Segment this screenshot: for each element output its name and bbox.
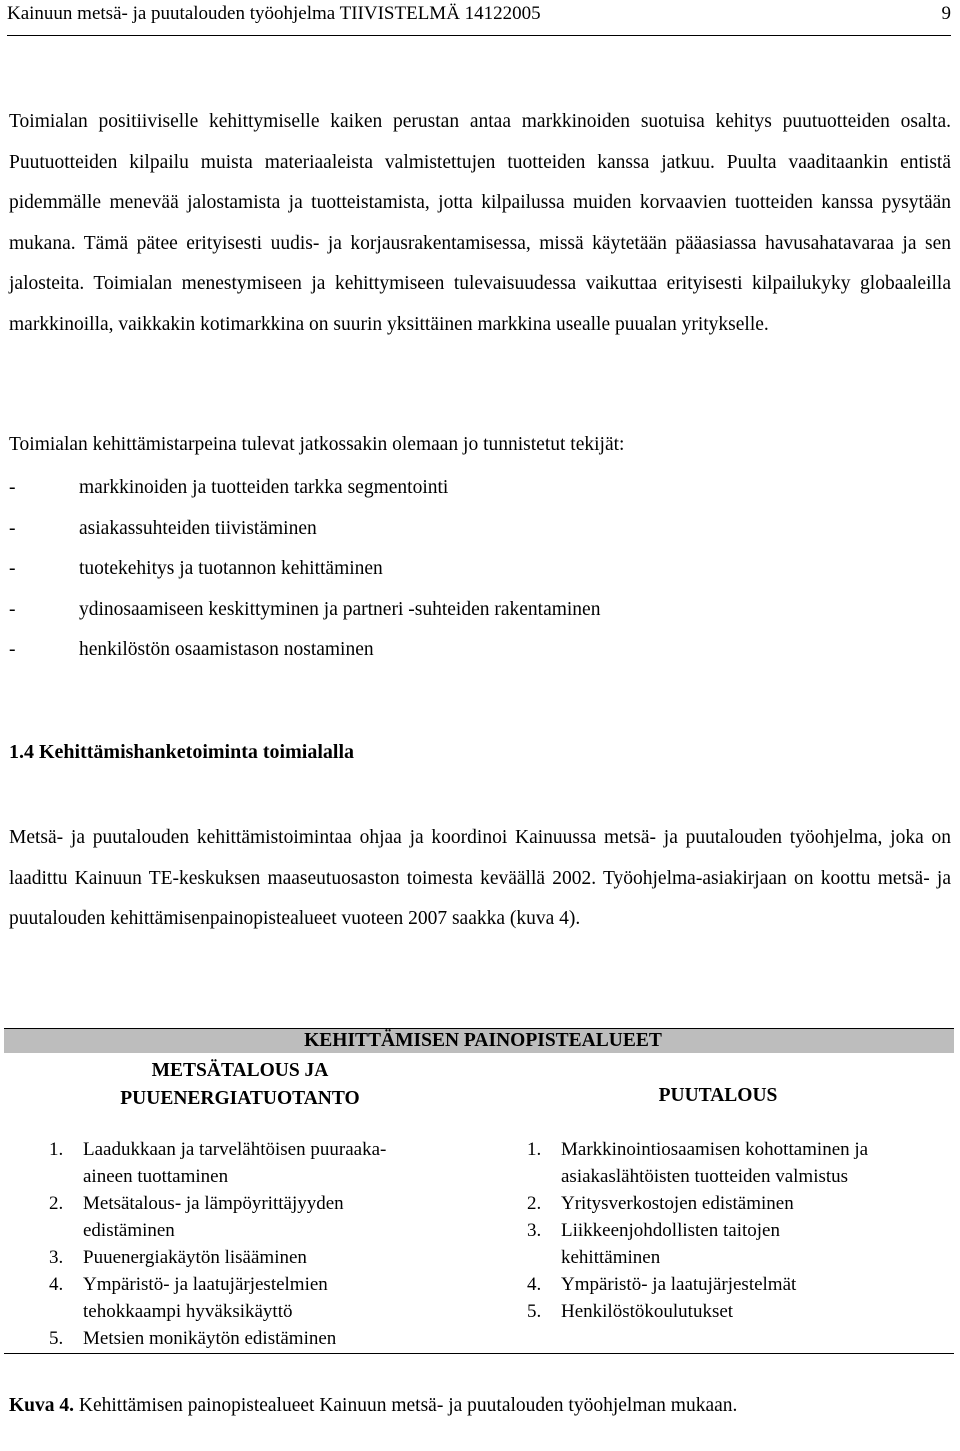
header-title: Kainuun metsä- ja puutalouden työohjelma TIIVISTELMÄ 14122005	[7, 3, 541, 24]
list-item	[9, 549, 949, 590]
bullet-dash: -	[9, 477, 16, 498]
forestry-priorities-list	[49, 1136, 469, 1352]
item-number: 5.	[527, 1301, 542, 1322]
bullet-dash: -	[9, 517, 16, 539]
list-item	[9, 630, 949, 671]
list-item	[527, 1271, 947, 1298]
header-divider	[7, 35, 951, 36]
item-number: 1.	[527, 1139, 542, 1160]
figure-bottom-divider	[4, 1353, 954, 1354]
list-item-text: ydinosaamiseen keskittyminen ja partneri -suhteiden rakentaminen	[79, 598, 601, 620]
list-item-text: henkilöstön osaamistason nostaminen	[79, 639, 374, 660]
list-item	[49, 1271, 469, 1325]
paragraph-development-needs: Toimialan kehittämistarpeina tulevat jatkossakin olemaan jo tunnistetut tekijät:	[9, 434, 625, 455]
list-item	[527, 1136, 947, 1190]
item-text: Yritysverkostojen edistäminen	[561, 1193, 794, 1214]
item-text: Ympäristö- ja laatujärjestelmät	[561, 1274, 797, 1295]
item-number: 2.	[527, 1193, 542, 1214]
list-item	[9, 509, 949, 550]
column-heading-forestry	[70, 1057, 410, 1113]
bullet-dash: -	[9, 558, 16, 579]
page-number: 9	[941, 3, 951, 24]
item-text: Ympäristö- ja laatujärjestelmien tehokkaampi hyväksikäyttö	[83, 1274, 328, 1322]
item-text: Laadukkaan ja tarvelähtöisen puuraaka- aineen tuottaminen	[83, 1139, 387, 1187]
page-header	[7, 2, 951, 27]
caption-label: Kuva 4.	[9, 1395, 75, 1416]
item-number: 1.	[49, 1139, 64, 1160]
list-item	[49, 1244, 469, 1271]
item-text: Henkilöstökoulutukset	[561, 1301, 734, 1322]
list-item-text: markkinoiden ja tuotteiden tarkka segmentointi	[79, 477, 449, 498]
item-number: 5.	[49, 1328, 64, 1349]
item-text: Puuenergiakäytön lisääminen	[83, 1247, 307, 1268]
item-text: Metsätalous- ja lämpöyrittäjyyden edistäminen	[83, 1193, 344, 1241]
column-heading-line: METSÄTALOUS JA	[151, 1060, 329, 1081]
list-item	[49, 1136, 469, 1190]
figure-title-text: KEHITTÄMISEN PAINOPISTEALUEET	[304, 1030, 662, 1051]
item-text: Liikkeenjohdollisten taitojen kehittäminen	[561, 1220, 780, 1268]
paragraph-market-development: Toimialan positiiviselle kehittymiselle kaiken perustan antaa markkinoiden suotuisa kehitys puutuotteiden osalta. Puutuotteiden kilpailu muista materiaaleista valmistettujen tuotteiden kanssa jatkuu. Puulta vaaditaankin entistä pidemmälle menevää jalostamista ja tuotteistamista, jotta kilpailussa muiden korvaavien tuotteiden kanssa pysytään mukana. Tämä pätee erityisesti uudis- ja korjausrakentamisessa, missä käytetään pääasiassa havusahatavaraa ja sen jalosteita. Toimialan menestymiseen ja kehittymiseen tulevaisuudessa vaikuttaa erityisesti kilpailukyky globaaleilla markkinoilla, vaikkakin kotimarkkina on suurin yksittäinen markkina usealle puualan yritykselle.	[9, 111, 951, 335]
column-heading-line: PUUENERGIATUOTANTO	[120, 1088, 360, 1109]
item-number: 3.	[527, 1220, 542, 1241]
item-number: 4.	[527, 1274, 542, 1295]
list-item	[527, 1190, 947, 1217]
item-number: 3.	[49, 1247, 64, 1268]
development-needs-list	[9, 468, 949, 671]
caption-text: Kehittämisen painopistealueet Kainuun metsä- ja puutalouden työohjelman mukaan.	[74, 1395, 738, 1416]
list-item	[527, 1217, 947, 1271]
list-item-text: tuotekehitys ja tuotannon kehittäminen	[79, 558, 383, 579]
list-item-text: asiakassuhteiden tiivistäminen	[79, 517, 317, 539]
item-number: 2.	[49, 1193, 64, 1214]
bullet-dash: -	[9, 598, 16, 620]
figure-caption	[9, 1391, 954, 1421]
column-heading-wood-industry: PUUTALOUS	[658, 1085, 778, 1106]
item-number: 4.	[49, 1274, 64, 1295]
item-text: Metsien monikäytön edistäminen	[83, 1328, 337, 1349]
wood-industry-priorities-list	[527, 1136, 947, 1325]
paragraph-work-programme: Metsä- ja puutalouden kehittämistoimintaa ohjaa ja koordinoi Kainuussa metsä- ja puutalouden työohjelma, joka on laadittu Kainuun TE-keskuksen maaseutuosaston toimesta keväällä 2002. Työohjelma-asiakirjaan on koottu metsä- ja puutalouden kehittämisenpainopistealueet vuoteen 2007 saakka (kuva 4).	[9, 827, 951, 929]
list-item	[9, 590, 949, 631]
list-item	[49, 1190, 469, 1244]
bullet-dash: -	[9, 639, 16, 660]
list-item	[49, 1325, 469, 1352]
list-item	[527, 1298, 947, 1325]
item-text: Markkinointiosaamisen kohottaminen ja asiakaslähtöisten tuotteiden valmistus	[561, 1139, 869, 1187]
figure-title	[4, 1028, 954, 1054]
section-heading: 1.4 Kehittämishanketoiminta toimialalla	[9, 741, 354, 763]
list-item	[9, 468, 949, 509]
